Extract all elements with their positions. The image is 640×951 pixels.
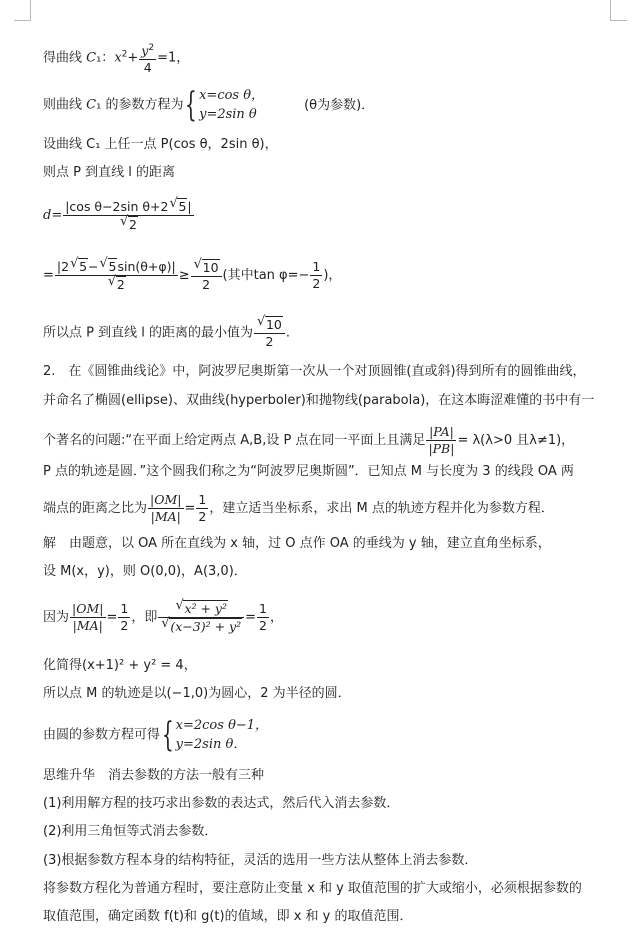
summary-item-2: (2)利用三角恒等式消去参数． <box>43 824 218 839</box>
problem-2-line-5: 端点的距离之比为 $\frac{|OM|}{|MA|}$ = $\frac{1}{2}$ ，建立适当坐标系，求出 M 点的轨迹方程并化为参数方程． <box>43 492 554 524</box>
curve-c1-equation: 得曲线 C₁：$x^2+$ $\frac{y^2}{4}$ =1， <box>43 40 189 76</box>
problem-2-line-4: P 点的轨迹是圆．”这个圆我们称之为“阿波罗尼奥斯圆”．已知点 M 与长度为 3 的线段 OA 两 <box>43 464 574 479</box>
min-distance: 所以点 P 到直线 l 的距离的最小值为 √ $\frac{10}{2}$ . <box>43 316 290 350</box>
solution-line-4: 化简得(x+1)² + y² = 4， <box>43 658 197 673</box>
solution-line-5: 所以点 M 的轨迹是以(−1,0)为圆心，2 为半径的圆． <box>43 686 351 701</box>
crop-mark-right-h <box>610 20 627 21</box>
summary-note-1: 将参数方程化为普通方程时，要注意防止变量 x 和 y 取值范围的扩大或缩小，必须根据参数的 <box>43 881 582 896</box>
solution-line-3: 因为 $\frac{|OM|}{|MA|}$ = $\frac{1}{2}$ ，即 √ x² + y² √ (x−3)² + y² = $\frac{1}{2}$ ， <box>43 600 283 635</box>
crop-mark-right-v <box>610 0 611 20</box>
crop-mark-left-v <box>30 0 31 20</box>
problem-2-line-2: 并命名了椭圆(ellipse)、双曲线(hyperboler)和抛物线(parabola)，在这本晦涩难懂的书中有一 <box>43 393 595 408</box>
curve-c1-parametric: 则曲线 C₁ 的参数方程为{ x=cos θ， y=2sin θ(θ为参数)． <box>43 85 375 125</box>
summary-item-3: (3)根据参数方程本身的结构特征，灵活的选用一些方法从整体上消去参数． <box>43 853 478 868</box>
solution-line-1: 解 由题意，以 OA 所在直线为 x 轴，过 O 点作 OA 的垂线为 y 轴，建立直角坐标系， <box>43 536 551 551</box>
summary-note-2: 取值范围，确定函数 f(t)和 g(t)的值域，即 x 和 y 的取值范围． <box>43 909 413 924</box>
distance-formula: d= |cos θ−2sin θ+2√ 5| √ 2 <box>43 198 195 233</box>
distance-bound: = |2√ 5−√ 5sin(θ+φ)| √ 2 ≥ √ $\frac{10}{2}$ (其中tan φ=− $\frac{1}{2}$ )， <box>43 258 341 293</box>
summary-title: 思维升华 消去参数的方法一般有三种 <box>43 768 265 783</box>
solution-line-6: 由圆的参数方程可得{ x=2cos θ−1， y=2sin θ． <box>43 715 269 755</box>
problem-2-line-1: 2. 在《圆锥曲线论》中，阿波罗尼奥斯第一次从一个对顶圆锥(直或斜)得到所有的圆锥曲线， <box>43 364 586 379</box>
distance-text: 则点 P 到直线 l 的距离 <box>43 165 175 180</box>
solution-line-2: 设 M(x，y)，则 O(0,0)，A(3,0)． <box>43 564 247 579</box>
crop-mark-left-h <box>14 20 31 21</box>
problem-2-line-3: 个著名的问题:“在平面上给定两点 A,B,设 P 点在同一平面上且满足 $\frac{|PA|}{|PB|}$ = λ(λ>0 且λ≠1)， <box>43 424 575 456</box>
summary-item-1: (1)利用解方程的技巧求出参数的表达式，然后代入消去参数． <box>43 796 400 811</box>
point-p-text: 设曲线 C₁ 上任一点 P(cos θ，2sin θ)， <box>43 137 278 152</box>
